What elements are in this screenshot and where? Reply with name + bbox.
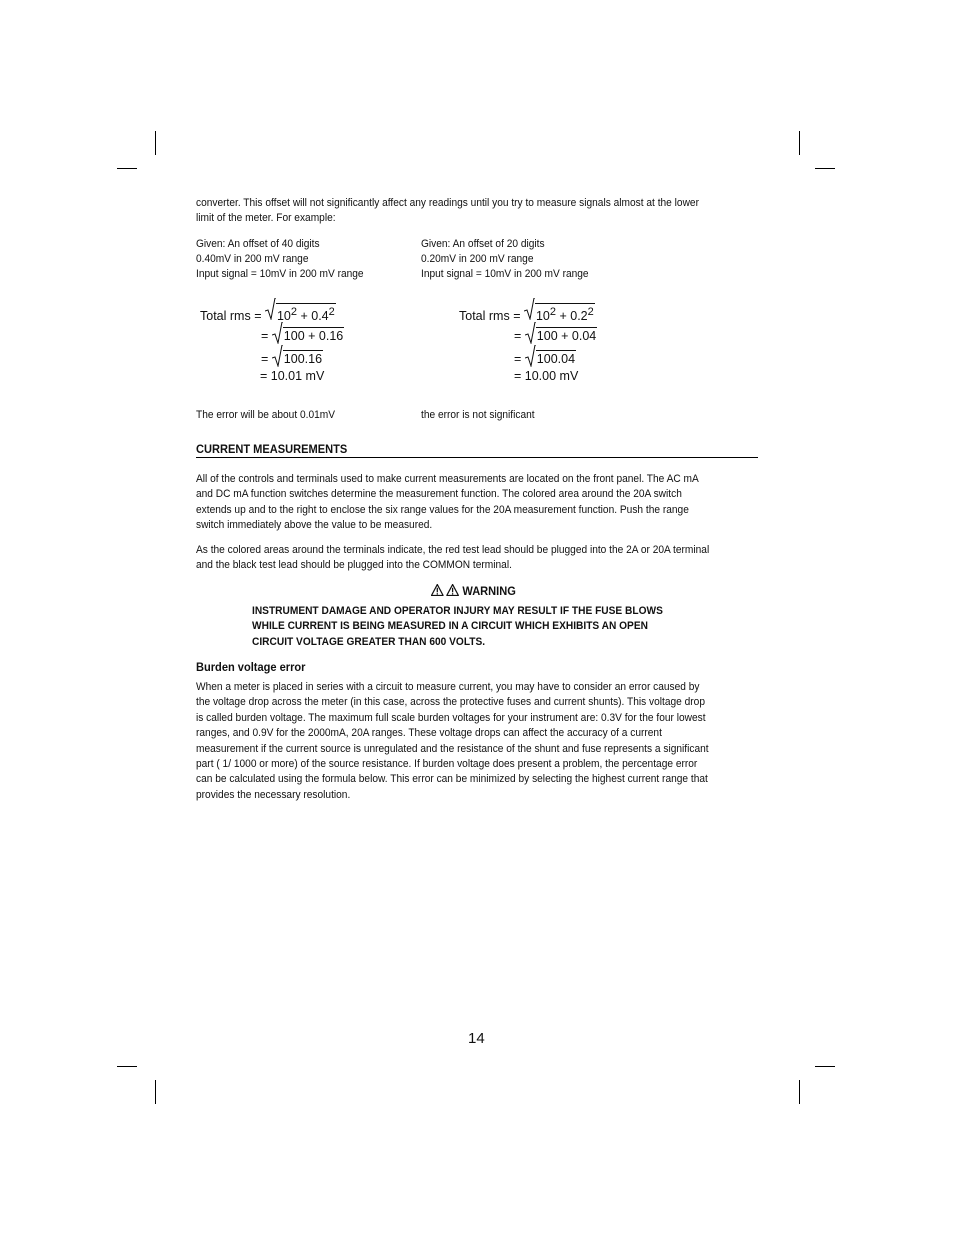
equals-sign: = xyxy=(514,352,522,366)
equals-sign: = xyxy=(261,352,269,366)
warning-triangle-icon xyxy=(431,584,444,596)
given-range: 0.20mV in 200 mV range xyxy=(421,253,534,265)
equation-label: Total rms xyxy=(459,309,510,323)
crop-mark xyxy=(799,131,800,155)
equation-step xyxy=(514,327,597,344)
paragraph-line: ranges, and 0.9V for the 2000mA, 20A ranges. These voltage drops can affect the accuracy of a current xyxy=(196,727,662,740)
paragraph-line: When a meter is placed in series with a circuit to measure current, you may have to consider an error caused by xyxy=(196,681,700,693)
warning-line: INSTRUMENT DAMAGE AND OPERATOR INJURY MAY RESULT IF THE FUSE BLOWS xyxy=(252,605,663,617)
radicand: 100.16 xyxy=(283,352,323,366)
radical-icon xyxy=(265,298,276,320)
paragraph-line: is called burden voltage. The maximum full scale burden voltages for your instrument are: 0.3V for the four lowest xyxy=(196,711,706,724)
square-root xyxy=(525,327,597,344)
exponent: 2 xyxy=(290,306,298,318)
exponent: 2 xyxy=(549,306,557,318)
paragraph-line: measurement if the current source is unregulated and the resistance of the shunt and fuse represents a significant xyxy=(196,742,709,755)
exponent: 2 xyxy=(587,306,594,318)
given-input: Input signal = 10mV in 200 mV range xyxy=(196,268,364,280)
crop-mark xyxy=(117,1066,137,1067)
equation-total-rms xyxy=(200,303,336,324)
paragraph-line: the voltage drop across the meter (in this case, across the protective fuses and current shunts). This voltage drop xyxy=(196,696,706,709)
crop-mark xyxy=(117,168,137,169)
paragraph-line: extends up and to the right to enclose the six range values for the 20A measurement function. Push the range xyxy=(196,503,689,516)
paragraph-line: provides the necessary resolution. xyxy=(196,788,351,801)
equals-sign: = xyxy=(261,329,269,343)
equals-sign: = xyxy=(254,309,262,323)
paragraph-line: As the colored areas around the terminals indicate, the red test lead should be plugged into the 2A or 20A terminal xyxy=(196,544,710,556)
warning-line: WHILE CURRENT IS BEING MEASURED IN A CIRCUIT WHICH EXHIBITS AN OPEN xyxy=(252,620,648,632)
equation-result: = 10.01 mV xyxy=(260,369,325,383)
square-root xyxy=(265,303,336,324)
equals-sign: = xyxy=(513,309,521,323)
addend: + 0.4 xyxy=(297,309,329,323)
paragraph-line: switch immediately above the value to be measured. xyxy=(196,519,433,532)
warning-triangle-icon xyxy=(447,584,460,596)
page-number: 14 xyxy=(468,1030,485,1047)
paragraph-line: and DC mA function switches determine the measurement function. The colored area around the 20A switch xyxy=(196,488,682,501)
paragraph-current-controls xyxy=(196,472,760,534)
radical-icon xyxy=(272,345,283,367)
given-offset: Given: An offset of 40 digits xyxy=(196,238,320,250)
equation-total-rms xyxy=(459,303,595,324)
given-offset: Given: An offset of 20 digits xyxy=(421,238,545,250)
radical-icon xyxy=(525,345,536,367)
crop-mark xyxy=(155,131,156,155)
radicand: 100 + 0.16 xyxy=(283,329,344,343)
square-root xyxy=(272,327,344,344)
paragraph-test-leads xyxy=(196,543,760,574)
radical-icon xyxy=(525,322,536,344)
equation-step xyxy=(261,327,344,344)
equals-sign: = xyxy=(514,329,522,343)
radical-icon xyxy=(524,298,535,320)
given-input: Input signal = 10mV in 200 mV range xyxy=(421,268,589,280)
conclusion-left: The error will be about 0.01mV xyxy=(196,409,336,421)
exponent: 2 xyxy=(328,306,335,318)
paragraph-line: All of the controls and terminals used to make current measurements are located on the front panel. The AC mA xyxy=(196,473,699,485)
warning-line: CIRCUIT VOLTAGE GREATER THAN 600 VOLTS. xyxy=(252,636,486,648)
warning-title xyxy=(431,584,516,599)
subsection-heading: Burden voltage error xyxy=(196,660,306,674)
equation-label: Total rms xyxy=(200,309,251,323)
crop-mark xyxy=(815,168,835,169)
square-root xyxy=(272,350,323,367)
radical-icon xyxy=(272,322,283,344)
given-range: 0.40mV in 200 mV range xyxy=(196,253,309,265)
square-root xyxy=(525,350,576,367)
equation-step xyxy=(261,350,323,367)
square-root xyxy=(524,303,595,324)
conclusion-right: the error is not significant xyxy=(421,409,535,421)
equation-result: = 10.00 mV xyxy=(514,369,579,383)
paragraph-burden-voltage xyxy=(196,680,760,803)
crop-mark xyxy=(155,1080,156,1104)
equation-step xyxy=(514,350,576,367)
heading-rule xyxy=(196,457,758,458)
intro-line: converter. This offset will not significantly affect any readings until you try to measure signals almost at the lower xyxy=(196,197,699,209)
addend: + 0.2 xyxy=(556,309,588,323)
paragraph-line: can be calculated using the formula below. This error can be minimized by selecting the highest current range that xyxy=(196,773,708,786)
radicand: 100.04 xyxy=(536,352,576,366)
base-value: 10 xyxy=(535,309,550,323)
crop-mark xyxy=(815,1066,835,1067)
paragraph-line: part ( 1/ 1000 or more) of the source resistance. If burden voltage does present a problem, the percentage error xyxy=(196,758,698,771)
warning-label: WARNING xyxy=(462,584,516,598)
intro-line: limit of the meter. For example: xyxy=(196,212,336,224)
paragraph-line: and the black test lead should be plugged into the COMMON terminal. xyxy=(196,559,512,572)
base-value: 10 xyxy=(276,309,291,323)
section-heading: CURRENT MEASUREMENTS xyxy=(196,442,348,456)
crop-mark xyxy=(799,1080,800,1104)
radicand: 100 + 0.04 xyxy=(536,329,597,343)
